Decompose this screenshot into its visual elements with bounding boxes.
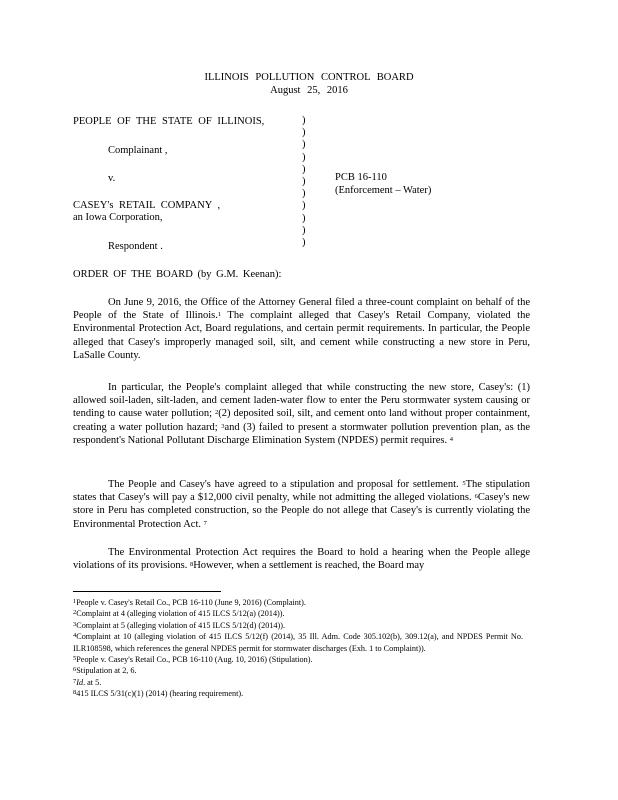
footnote-ref[interactable]: 5 xyxy=(462,480,466,487)
footnote-number: 3 xyxy=(73,620,77,628)
board-name: ILLINOIS POLLUTION CONTROL BOARD xyxy=(204,72,414,83)
footnote-ref[interactable]: 1 xyxy=(217,311,222,319)
footnote-text: Complaint at 10 (alleging violation of 415 ILCS 5/12(f) (2014), 35 Ill. Adm. Code 305.102(b), 309.12(a), and NPDES Permit No. ILR108598, which references the general NPDES permit for stormwater discharges (Exh. 1 to Complaint)). xyxy=(73,632,523,653)
footnote-number: 6 xyxy=(73,666,77,674)
text-span: The People and Casey's have agreed to a stipulation and proposal for settlement. xyxy=(108,479,459,490)
case-type: (Enforcement – Water) xyxy=(335,185,432,196)
text-span: On June 9, 2016, the Office of the Attorney General filed a three-count complaint on behalf of the People of the State of Illinois. xyxy=(73,297,530,322)
paragraph-2 xyxy=(73,381,530,447)
footnote-text: People v. Casey's Retail Co., PCB 16-110 (June 9, 2016) (Complaint). xyxy=(76,598,306,607)
complainant-label: Complainant , xyxy=(108,145,168,156)
case-number: PCB 16-110 xyxy=(335,172,387,183)
caption-parentheses xyxy=(302,115,306,249)
order-date: August 25, 2016 xyxy=(270,85,348,96)
paren: ) xyxy=(302,200,306,212)
paren: ) xyxy=(302,176,306,188)
text-span: and (3) failed to present a stormwater pollution prevention plan, as the respondent's National Pollutant Discharge Elimination System (NPDES) permit requires. xyxy=(73,421,531,446)
text-span: In particular, the People's complaint alleged that while constructing the new store, Casey's: (1) allowed soil-laden, silt-laden, and cement laden-water flow to enter the Peru stormwater system causing or tending to cause water pollution; xyxy=(73,382,530,420)
text-span: The complaint alleged that Casey's Retail Company, violated the Environmental Protection Act, Board regulations, and certain permit requirements. In particular, the People alleged that Casey's improperly managed soil, silt, and cement while constructing a new store in Peru, LaSalle County. xyxy=(73,310,530,361)
footnote xyxy=(73,620,523,631)
paren: ) xyxy=(302,224,306,236)
text-span: The stipulation states that Casey's will pay a $12,000 civil penalty, while not admitting the alleged violations. xyxy=(73,479,530,504)
plaintiff-name: PEOPLE OF THE STATE OF ILLINOIS, xyxy=(73,116,265,127)
respondent-name: CASEY's RETAIL COMPANY , xyxy=(73,200,221,211)
footnote-text: 415 ILCS 5/31(c)(1) (2014) (hearing requirement). xyxy=(76,689,244,699)
paren: ) xyxy=(302,151,306,163)
footnote-ref[interactable]: 7 xyxy=(203,519,207,527)
footnote-divider xyxy=(73,591,221,592)
footnote-number: 5 xyxy=(73,655,77,663)
footnote-text: Complaint at 4 (alleging violation of 415 ILCS 5/12(a) (2014)). xyxy=(76,609,285,619)
footnote-ref[interactable]: 3 xyxy=(221,422,225,430)
footnote-text: People v. Casey's Retail Co., PCB 16-110 (Aug. 10, 2016) (Stipulation). xyxy=(76,655,313,665)
footnotes xyxy=(73,597,523,700)
paren: ) xyxy=(302,188,306,200)
footnote xyxy=(73,688,523,699)
footnote xyxy=(73,608,523,619)
footnote xyxy=(73,631,523,654)
text-span: Casey's new store in Peru has completed construction, so the People do not allege that Casey's is currently violating the Environmental Protection Act. xyxy=(73,492,530,530)
footnote-number: 8 xyxy=(73,689,77,697)
respondent-description: an Iowa Corporation, xyxy=(73,212,163,223)
respondent-label: Respondent . xyxy=(108,241,163,252)
footnote-text: . at 5. xyxy=(83,677,102,687)
order-heading: ORDER OF THE BOARD (by G.M. Keenan): xyxy=(73,269,282,280)
footnote-citation-italic: Id xyxy=(76,677,84,687)
footnote-ref[interactable]: 6 xyxy=(474,493,478,501)
paren: ) xyxy=(302,237,306,249)
footnote-number: 2 xyxy=(73,609,77,617)
footnote-ref[interactable]: 8 xyxy=(189,561,194,569)
footnote xyxy=(73,677,523,688)
paragraph-4 xyxy=(73,546,530,572)
paren: ) xyxy=(302,212,306,224)
footnote-number: 7 xyxy=(73,677,77,685)
footnote xyxy=(73,654,523,665)
versus-label: v. xyxy=(108,173,116,184)
footnote-ref[interactable]: 2 xyxy=(215,409,219,417)
footnote-number: 1 xyxy=(73,598,77,605)
text-span: (2) deposited soil, silt, and cement onto land without proper containment, creating a water pollution hazard; xyxy=(73,408,531,433)
footnote-text: Stipulation at 2, 6. xyxy=(76,666,137,676)
footnote-ref[interactable]: 4 xyxy=(449,435,453,443)
footnote xyxy=(73,665,523,676)
footnote-text: Complaint at 5 (alleging violation of 415 ILCS 5/12(d) (2014)). xyxy=(76,620,285,630)
text-span: However, when a settlement is reached, the Board may xyxy=(193,560,425,572)
paragraph-3 xyxy=(73,478,530,531)
footnote-number: 4 xyxy=(73,632,77,640)
text-span: The Environmental Protection Act requires the Board to hold a hearing when the People allege violations of its provisions. xyxy=(73,547,530,572)
paragraph-1 xyxy=(73,296,530,362)
footnote xyxy=(73,597,523,608)
paren: ) xyxy=(302,139,306,151)
paren: ) xyxy=(302,163,306,175)
paren: ) xyxy=(302,115,306,126)
paren: ) xyxy=(302,127,306,139)
